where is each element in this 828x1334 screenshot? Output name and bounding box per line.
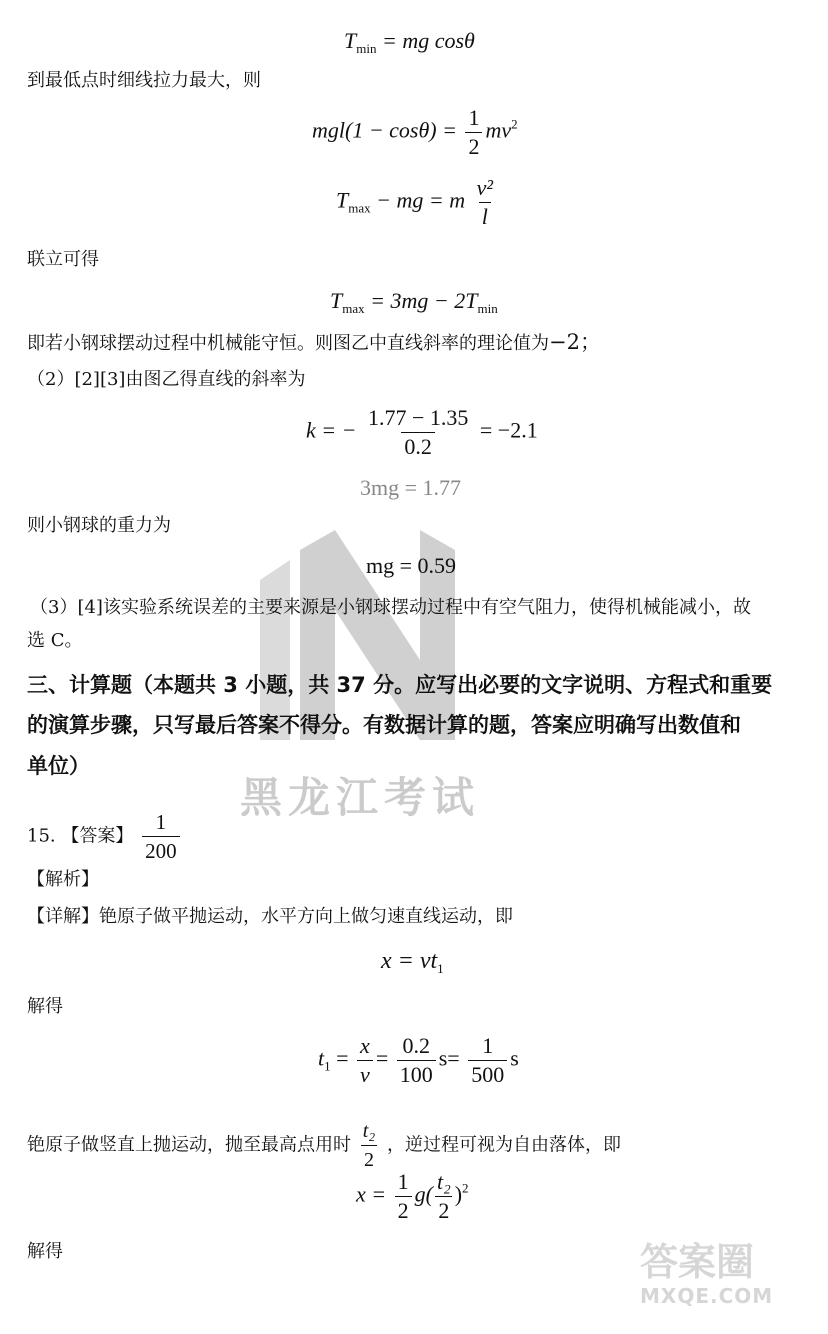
text-line-6a: （3）[4]该实验系统误差的主要来源是小钢球摆动过程中有空气阻力，使得机械能减小，故 [30, 597, 751, 618]
equation-tmax: $T_{max}$ − mg = m $\frac{\text{v²}}{l}$ [336, 175, 493, 229]
equation-tmin: $T_{min}$ = mg cosθ [344, 28, 475, 56]
solve-label-2: 解得 [27, 1241, 63, 1262]
equation-combined: $T_{max} = 3mg - 2T_{min}$ [330, 288, 498, 316]
text-line-5: 则小钢球的重力为 [27, 515, 171, 536]
equation-x-vt: $x = vt_1$ [381, 948, 444, 976]
analysis-label: 【解析】 [27, 869, 99, 890]
text-line-1: 到最低点时细线拉力最大，则 [27, 70, 261, 91]
watermark-corner: 答案圈 MXQE.COM [640, 1240, 774, 1308]
equation-energy: mgl(1 − cosθ) = $\frac{1}{2}$ $mv^2$ [312, 105, 518, 159]
section-heading-line-3: 单位） [27, 754, 90, 778]
equation-freefall: x = $\frac{1}{2}$ g( $\frac{\text{t₂}}{2}$ )$^2$ [356, 1169, 469, 1223]
solve-label-1: 解得 [27, 996, 63, 1017]
equation-t1: $t_1$ = $\frac{x}{v}$ = $\frac{0.2}{100}$ s= $\frac{1}{500}$ s [318, 1033, 519, 1087]
text-line-4: （2）[2][3]由图乙得直线的斜率为 [27, 369, 306, 390]
text-line-7: 铯原子做竖直上抛运动，抛至最高点用时 $\frac{\text{t₂}}{2}$ ，逆过程可视为自由落体，即 [27, 1120, 621, 1171]
text-line-3: 即若小钢球摆动过程中机械能守恒。则图乙中直线斜率的理论值为−2； [27, 330, 601, 354]
equation-slope: k = − $\frac{1.77 - 1.35}{0.2}$ = −2.1 [306, 405, 538, 459]
equation-3mg: 3mg = 1.77 [360, 475, 462, 500]
section-heading-line-1: 三、计算题（本题共 3 小题，共 37 分。应写出必要的文字说明、方程式和重要 [27, 673, 773, 697]
text-line-2: 联立可得 [27, 249, 99, 270]
detail-line: 【详解】铯原子做平抛运动，水平方向上做匀速直线运动，即 [27, 906, 513, 927]
question-15-label: 15. 【答案】 $\frac{1}{200}$ [27, 810, 183, 863]
watermark-text: 黑龙江考试 [240, 773, 481, 822]
text-line-6b: 选 C。 [27, 630, 83, 651]
equation-mg: mg = 0.59 [366, 553, 457, 578]
section-heading-line-2: 的演算步骤，只写最后答案不得分。有数据计算的题，答案应明确写出数值和 [27, 713, 741, 737]
